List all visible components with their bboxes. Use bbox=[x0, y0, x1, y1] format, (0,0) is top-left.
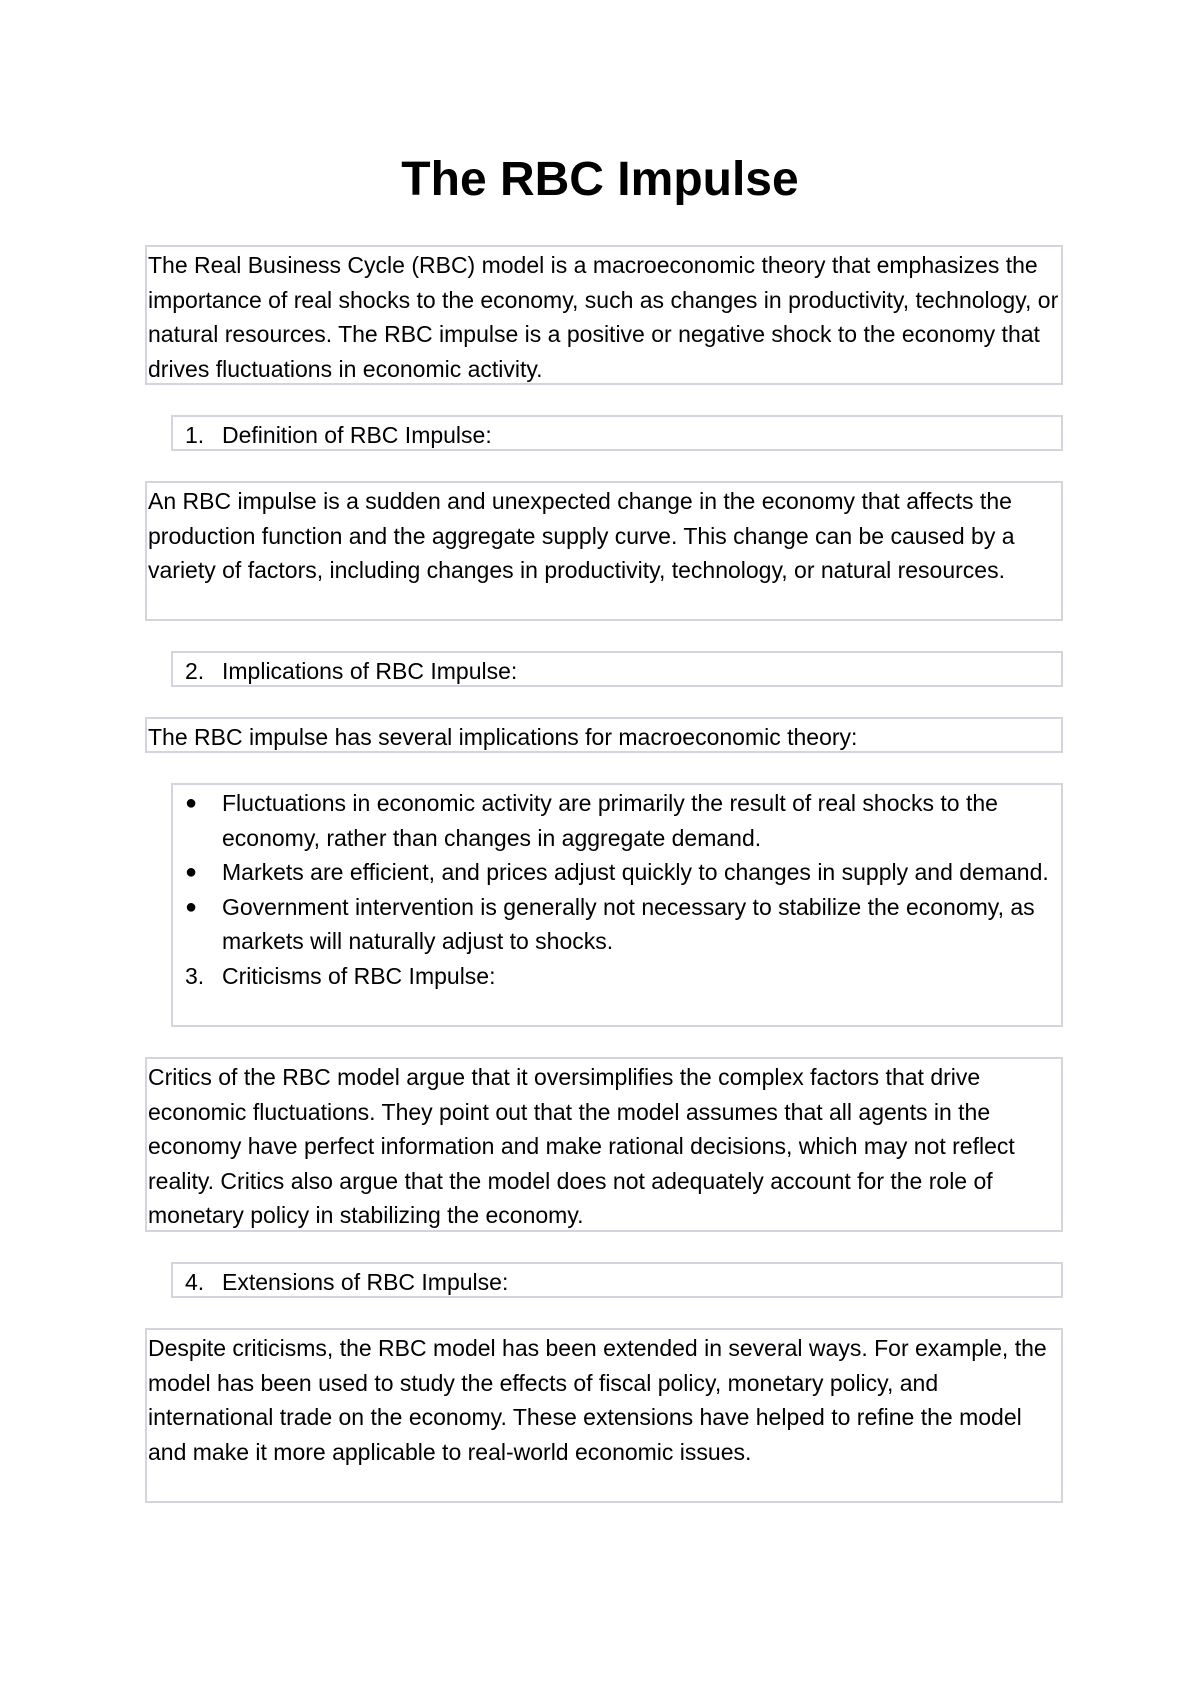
section-heading-criticisms bbox=[174, 959, 1059, 994]
section-heading-definition bbox=[171, 415, 1063, 451]
bullet-item bbox=[174, 855, 1059, 890]
bullet-icon: ● bbox=[185, 792, 198, 814]
section-heading-text: Extensions of RBC Impulse: bbox=[222, 1269, 509, 1295]
section-number: 3. bbox=[185, 962, 205, 989]
section-number: 4. bbox=[185, 1269, 205, 1295]
section-number: 1. bbox=[185, 422, 205, 448]
bullet-text: Fluctuations in economic activity are primarily the result of real shocks to the economy, rather than changes in aggregate demand. bbox=[222, 790, 998, 851]
section-heading-implications bbox=[171, 651, 1063, 687]
bullet-icon: ● bbox=[185, 895, 198, 918]
bullet-item bbox=[174, 786, 1059, 855]
extensions-paragraph: Despite criticisms, the RBC model has been extended in several ways. For example, the model has been used to study the effects of fiscal policy, monetary policy, and international trade on the economy. These extensions have helped to refine the model and make it more applicable to real-world economic issues. bbox=[145, 1328, 1063, 1503]
bullet-item bbox=[174, 890, 1059, 959]
section-heading-text: Criticisms of RBC Impulse: bbox=[222, 962, 496, 989]
section-heading-text: Definition of RBC Impulse: bbox=[222, 422, 492, 448]
section-heading-text: Implications of RBC Impulse: bbox=[222, 658, 518, 684]
implications-intro-paragraph: The RBC impulse has several implications for macroeconomic theory: bbox=[145, 717, 1063, 753]
implications-bullet-list bbox=[171, 783, 1063, 1027]
definition-paragraph: An RBC impulse is a sudden and unexpected change in the economy that affects the production function and the aggregate supply curve. This change can be caused by a variety of factors, including changes in productivity, technology, or natural resources. bbox=[145, 481, 1063, 621]
bullet-text: Government intervention is generally not necessary to stabilize the economy, as markets will naturally adjust to shocks. bbox=[222, 893, 1035, 954]
criticisms-paragraph: Critics of the RBC model argue that it oversimplifies the complex factors that drive economic fluctuations. They point out that the model assumes that all agents in the economy have perfect information and make rational decisions, which may not reflect reality. Critics also argue that the model does not adequately account for the role of monetary policy in stabilizing the economy. bbox=[145, 1057, 1063, 1232]
page-title: The RBC Impulse bbox=[401, 153, 799, 206]
intro-paragraph: The Real Business Cycle (RBC) model is a macroeconomic theory that emphasizes the importance of real shocks to the economy, such as changes in productivity, technology, or natural resources. The RBC impulse is a positive or negative shock to the economy that drives fluctuations in economic activity. bbox=[145, 245, 1063, 385]
section-heading-extensions bbox=[171, 1262, 1063, 1298]
bullet-text: Markets are efficient, and prices adjust quickly to changes in supply and demand. bbox=[222, 859, 1049, 885]
bullet-icon: ● bbox=[185, 861, 198, 883]
section-number: 2. bbox=[185, 658, 205, 684]
